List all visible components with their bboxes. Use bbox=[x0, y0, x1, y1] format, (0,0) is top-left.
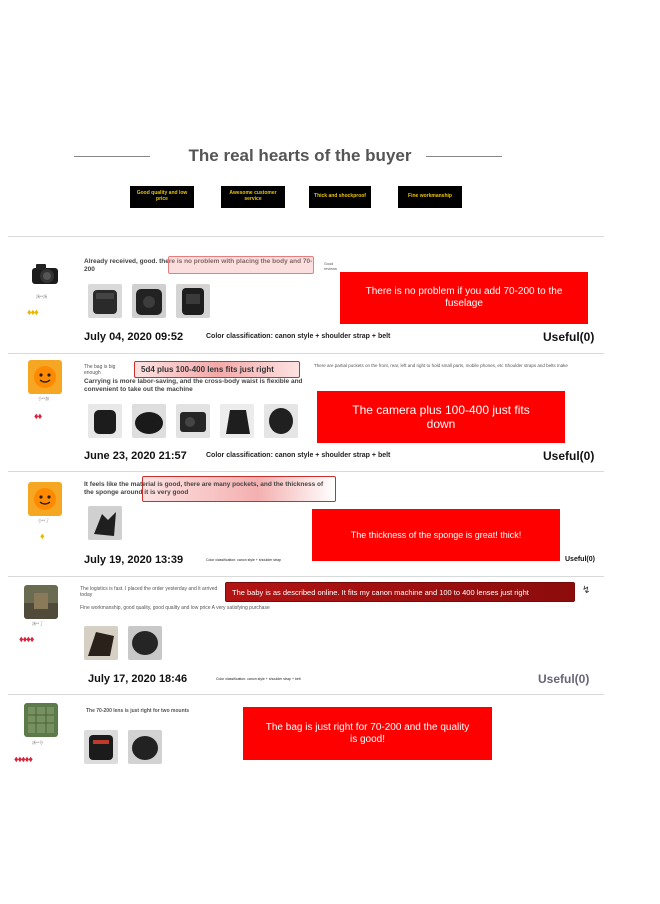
review-photo[interactable] bbox=[128, 626, 162, 660]
review-date: June 23, 2020 21:57 bbox=[84, 450, 187, 462]
review-text-intro: The bag is big enough bbox=[84, 364, 116, 376]
review-photo[interactable] bbox=[264, 404, 298, 438]
divider bbox=[8, 576, 604, 577]
review-photo[interactable] bbox=[88, 506, 122, 540]
share-icon[interactable]: ↯ bbox=[582, 585, 591, 596]
section-title: The real hearts of the buyer bbox=[188, 146, 412, 165]
review-photo[interactable] bbox=[176, 284, 210, 318]
review-text: Fine workmanship, good quality, good quality and low price A very satisfying purchase bbox=[80, 605, 270, 611]
avatar bbox=[28, 258, 62, 292]
review-photo[interactable] bbox=[132, 404, 166, 438]
level-gems: ♦♦♦ bbox=[27, 307, 38, 317]
review-photo[interactable] bbox=[84, 730, 118, 764]
review-photo[interactable] bbox=[128, 730, 162, 764]
username: 小**了 bbox=[38, 518, 50, 523]
avatar bbox=[24, 585, 58, 619]
divider bbox=[8, 353, 604, 354]
avatar bbox=[28, 482, 62, 516]
badge-workmanship: Fine workmanship bbox=[398, 186, 462, 208]
review-photo[interactable] bbox=[88, 284, 122, 318]
caption-box: There is no problem if you add 70-200 to the fuselage bbox=[340, 272, 588, 324]
review-text: Already received, good. there is no problem with placing the body and 70-200 bbox=[84, 258, 313, 273]
level-gems: ♦♦♦♦ bbox=[19, 634, 34, 644]
badge-service: Awesome customer service bbox=[221, 186, 285, 208]
title-rule-left bbox=[74, 156, 150, 157]
review-date: July 04, 2020 09:52 bbox=[84, 331, 184, 343]
avatar bbox=[28, 360, 62, 394]
review-text: The 70-200 lens is just right for two mounts bbox=[86, 708, 190, 714]
divider bbox=[8, 694, 604, 695]
useful-button[interactable]: Useful(0) bbox=[538, 672, 590, 686]
review-text: It feels like the material is good, there are many pockets, and the thickness of the sponge around it is very good bbox=[84, 481, 324, 496]
caption-box: The thickness of the sponge is great! thick! bbox=[312, 509, 560, 561]
level-gems: ♦♦♦♦♦ bbox=[14, 754, 32, 764]
avatar bbox=[24, 703, 58, 737]
review-highlight: 5d4 plus 100-400 lens fits just right bbox=[134, 361, 300, 378]
color-classification: Color classification: canon style + shoulder strap + belt bbox=[216, 677, 301, 681]
review-highlight: The baby is as described online. It fits my canon machine and 100 to 400 lenses just right bbox=[225, 582, 575, 602]
username: 汤**分 bbox=[32, 740, 44, 745]
useful-button[interactable]: Useful(0) bbox=[565, 556, 595, 563]
review-date: July 19, 2020 13:39 bbox=[84, 554, 184, 566]
caption-box: The camera plus 100-400 just fits down bbox=[317, 391, 565, 443]
review-text-intro: The logistics is fast. I placed the order yesterday and it arrived today bbox=[80, 586, 218, 598]
review-photo[interactable] bbox=[88, 404, 122, 438]
username: 汤**汤 bbox=[36, 294, 48, 299]
review-photo[interactable] bbox=[220, 404, 254, 438]
level-gems: ♦ bbox=[40, 531, 44, 541]
username: 汤**了 bbox=[32, 621, 44, 626]
badge-quality: Good quality and low price bbox=[130, 186, 194, 208]
review-photo[interactable] bbox=[132, 284, 166, 318]
highlight-underline bbox=[168, 256, 314, 274]
review-text: Carrying is more labor-saving, and the cross-body waist is flexible and convenient to take out the machine bbox=[84, 378, 303, 393]
divider bbox=[8, 471, 604, 472]
title-rule-right bbox=[426, 156, 502, 157]
divider bbox=[8, 236, 604, 237]
useful-button[interactable]: Useful(0) bbox=[543, 449, 595, 463]
review-date: July 17, 2020 18:46 bbox=[88, 673, 188, 685]
caption-box: The bag is just right for 70-200 and the quality is good! bbox=[243, 707, 492, 760]
color-classification: Color classification: canon style + shoulder strap + belt bbox=[206, 333, 391, 340]
review-photo[interactable] bbox=[176, 404, 210, 438]
useful-button[interactable]: Useful(0) bbox=[543, 330, 595, 344]
color-classification: Color classification: canon style + shoulder strap bbox=[206, 558, 281, 562]
badge-shockproof: Thick and shockproof bbox=[309, 186, 371, 208]
review-tag: Good reviews bbox=[324, 262, 337, 271]
review-text-details: There are partial pockets on the front, rear, left and right to hold small parts, mobile phones, etc Shoulder straps and belts make bbox=[314, 363, 568, 368]
color-classification: Color classification: canon style + shoulder strap + belt bbox=[206, 452, 391, 459]
level-gems: ♦♦ bbox=[34, 411, 42, 421]
username: 小**加 bbox=[38, 396, 50, 401]
review-photo[interactable] bbox=[84, 626, 118, 660]
